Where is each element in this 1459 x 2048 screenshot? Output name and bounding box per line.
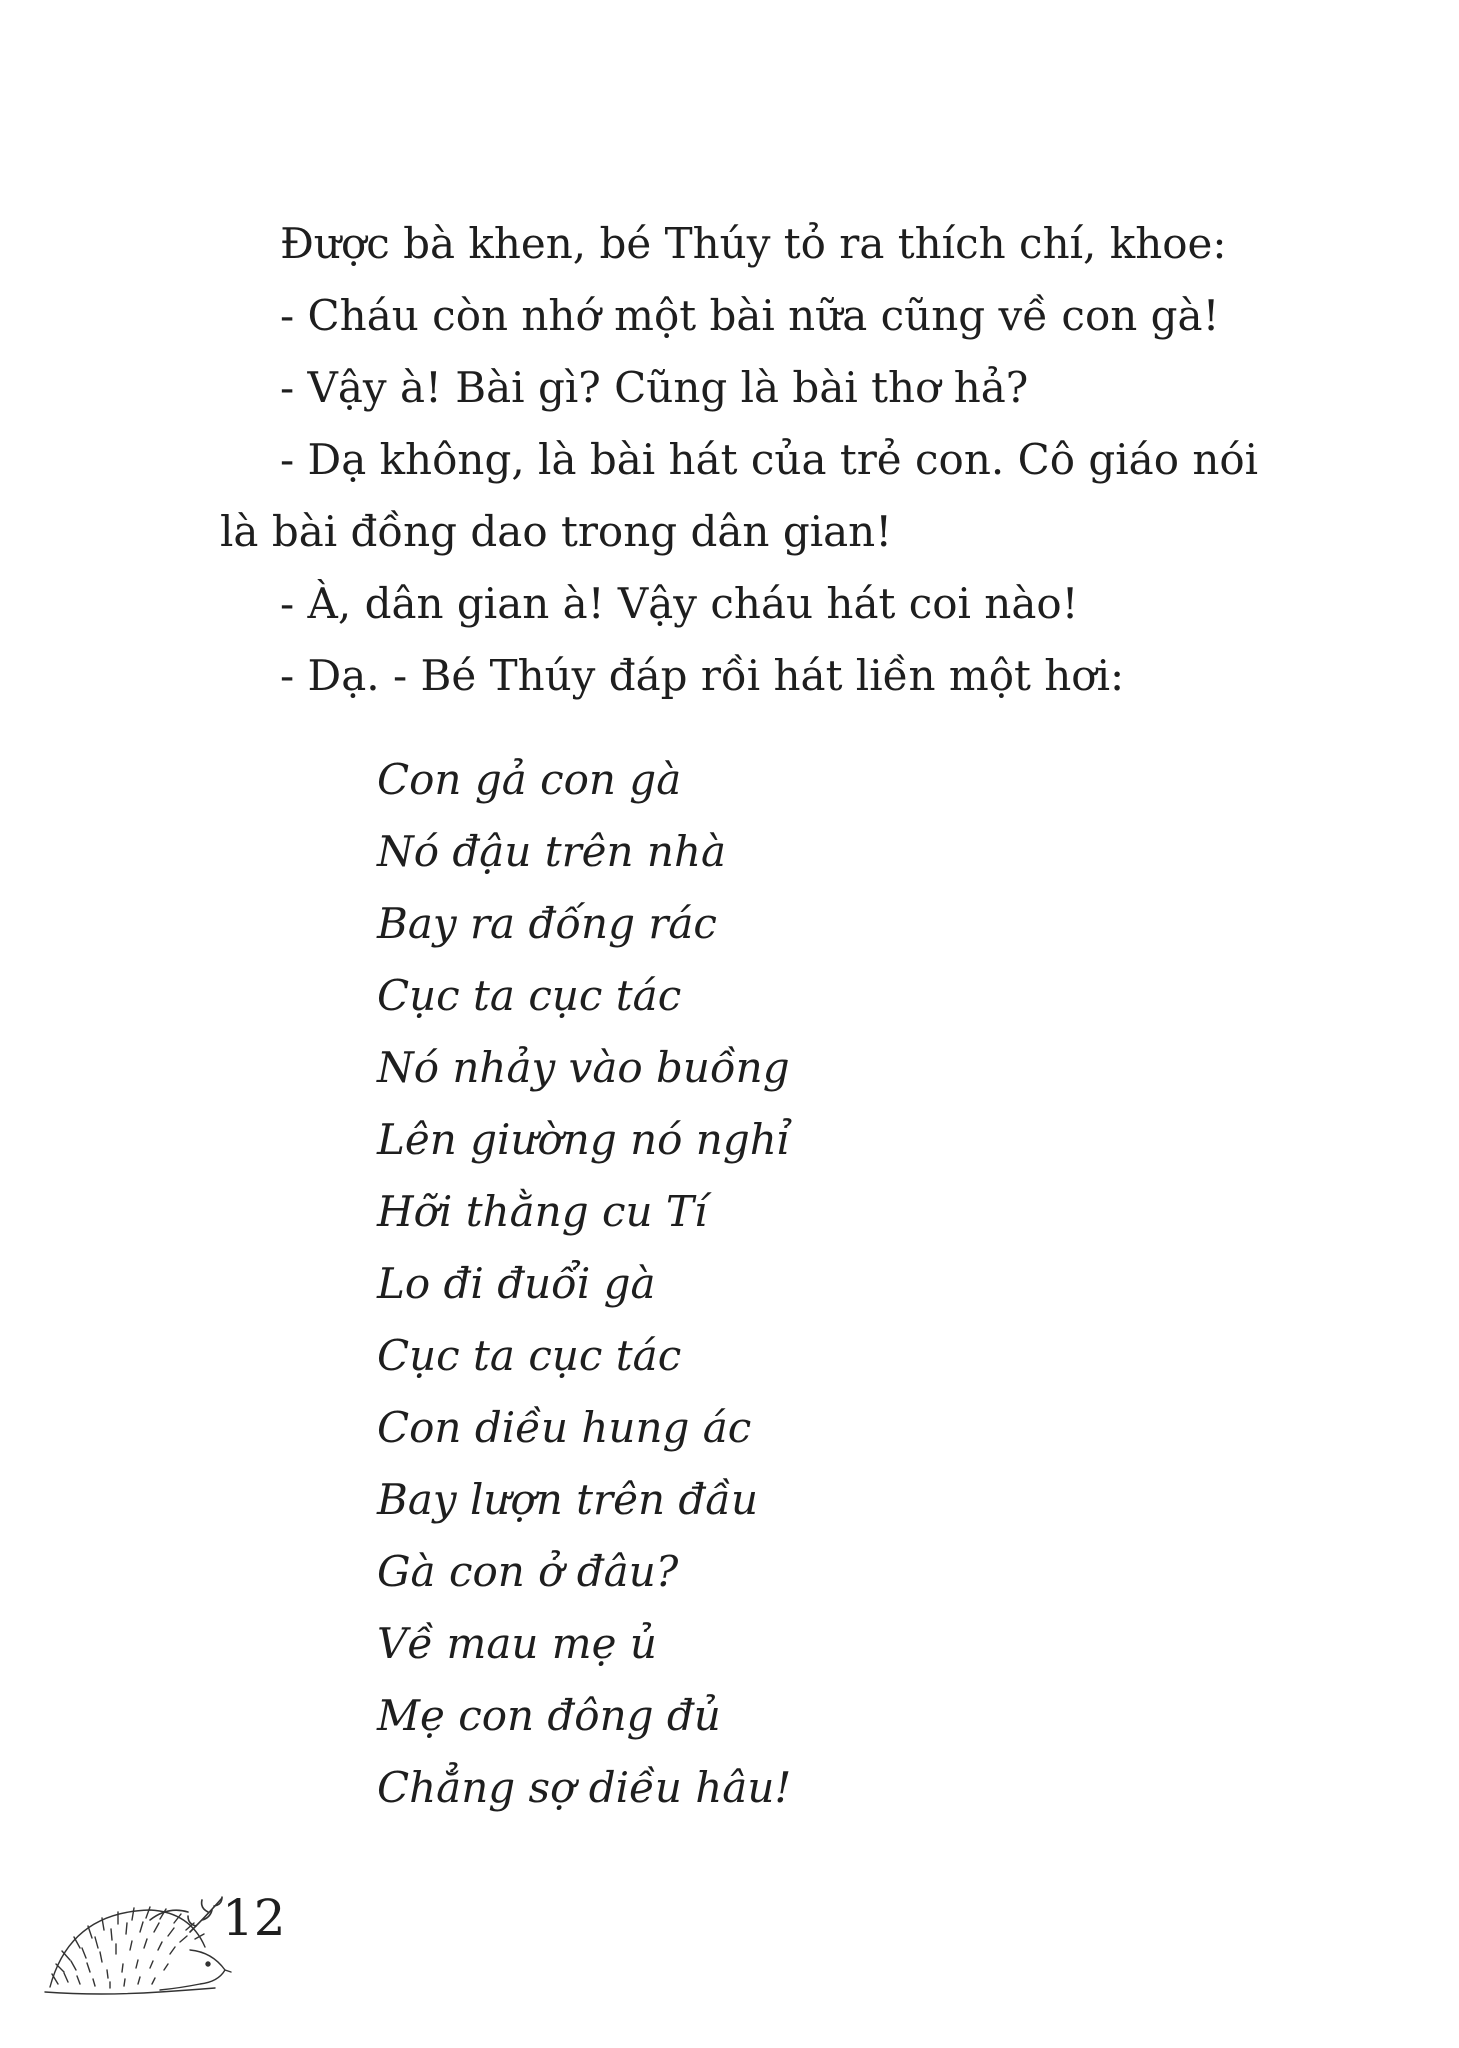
poem-line: Lo đi đuổi gà — [377, 1259, 656, 1308]
poem-line: Con gả con gà — [377, 755, 682, 804]
poem-line: Chẳng sợ diều hâu! — [377, 1763, 792, 1812]
poem-line: Gà con ở đâu? — [377, 1547, 679, 1596]
poem-line: Nó đậu trên nhà — [377, 827, 727, 876]
paragraph: - Vậy à! Bài gì? Cũng là bài thơ hả? — [280, 363, 1029, 412]
paragraph: - À, dân gian à! Vậy cháu hát coi nào! — [280, 579, 1079, 628]
prose-block — [220, 208, 1260, 712]
poem-line: Cục ta cục tác — [377, 1331, 682, 1380]
poem-line: Bay lượn trên đầu — [377, 1475, 759, 1524]
paragraph: - Dạ không, là bài hát của trẻ con. Cô giáo nói là bài đồng dao trong dân gian! — [220, 435, 1259, 556]
poem-block — [377, 744, 1177, 1824]
poem-line: Về mau mẹ ủ — [377, 1619, 657, 1668]
poem-line: Bay ra đống rác — [377, 899, 717, 948]
page-number: 12 — [222, 1889, 286, 1947]
poem-line: Hỡi thằng cu Tí — [377, 1187, 708, 1236]
poem-line: Lên giường nó nghỉ — [377, 1115, 791, 1164]
poem-line: Con diều hung ác — [377, 1403, 752, 1452]
paragraph: - Dạ. - Bé Thúy đáp rồi hát liền một hơi: — [280, 651, 1125, 700]
poem-line: Cục ta cục tác — [377, 971, 682, 1020]
paragraph: - Cháu còn nhớ một bài nữa cũng về con gà! — [280, 291, 1220, 340]
poem-line: Nó nhảy vào buồng — [377, 1043, 790, 1092]
paragraph: Được bà khen, bé Thúy tỏ ra thích chí, khoe: — [280, 219, 1227, 268]
poem-line: Mẹ con đông đủ — [377, 1691, 721, 1740]
